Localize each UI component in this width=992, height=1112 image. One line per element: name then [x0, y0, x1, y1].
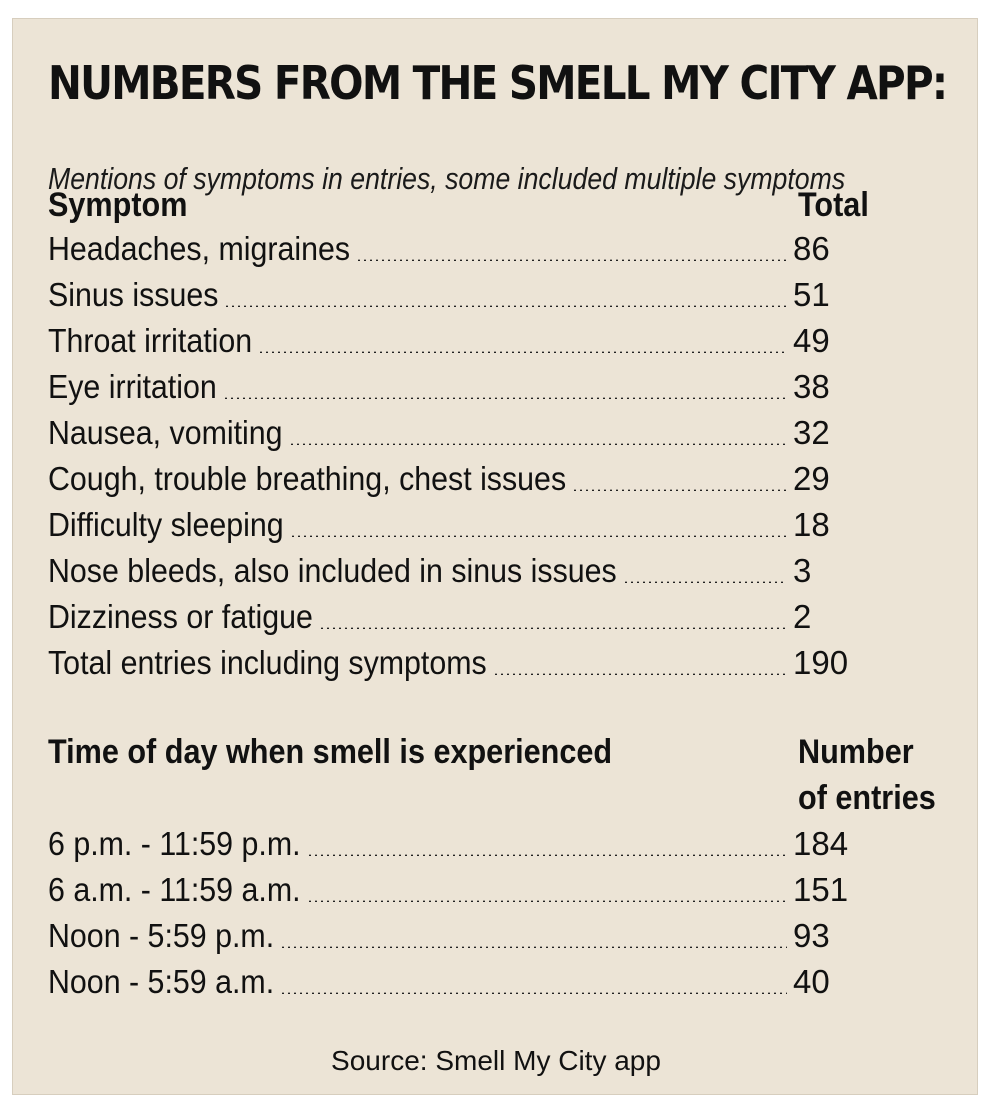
symptom-label: Total entries including symptoms [48, 644, 487, 681]
symptom-value: 190 [793, 644, 849, 681]
symptom-row [48, 456, 968, 502]
time-of-day-row [48, 913, 968, 959]
number-column-header-line1: Number [798, 733, 914, 771]
time-of-day-label: Noon - 5:59 p.m. [48, 917, 275, 954]
chart-subtitle: Mentions of symptoms in entries, some included multiple symptoms [48, 161, 846, 196]
symptom-row [48, 640, 968, 686]
symptom-value: 2 [793, 598, 812, 635]
symptom-label: Nausea, vomiting [48, 414, 283, 451]
symptom-value: 86 [793, 230, 830, 267]
symptom-label: Eye irritation [48, 368, 217, 405]
dot-leader [258, 351, 787, 353]
dot-leader [280, 992, 787, 994]
time-of-day-row [48, 867, 968, 913]
dot-leader [493, 673, 787, 675]
symptom-column-header: Symptom [48, 186, 188, 224]
dot-leader [289, 443, 787, 445]
time-of-day-row [48, 959, 968, 1005]
symptom-value: 32 [793, 414, 830, 451]
dot-leader [280, 946, 787, 948]
symptom-row [48, 226, 968, 272]
symptom-label: Cough, trouble breathing, chest issues [48, 460, 567, 497]
symptom-row [48, 410, 968, 456]
dot-leader [223, 397, 787, 399]
infographic-panel [12, 18, 978, 1095]
symptom-value: 3 [793, 552, 812, 589]
dot-leader [307, 900, 787, 902]
symptom-label: Sinus issues [48, 276, 219, 313]
symptom-label: Throat irritation [48, 322, 253, 359]
time-of-day-label: 6 p.m. - 11:59 p.m. [48, 825, 301, 862]
symptom-value: 18 [793, 506, 830, 543]
symptom-table [48, 226, 968, 686]
symptom-row [48, 548, 968, 594]
dot-leader [319, 627, 787, 629]
time-of-day-value: 40 [793, 963, 830, 1000]
total-column-header: Total [798, 186, 869, 224]
time-of-day-table [48, 821, 968, 1005]
time-of-day-value: 93 [793, 917, 830, 954]
symptom-row [48, 364, 968, 410]
dot-leader [356, 259, 787, 261]
dot-leader [307, 854, 787, 856]
symptom-label: Nose bleeds, also included in sinus issues [48, 552, 617, 589]
dot-leader [224, 305, 787, 307]
time-of-day-value: 151 [793, 871, 849, 908]
time-of-day-column-header: Time of day when smell is experienced [48, 733, 613, 771]
time-of-day-label: 6 a.m. - 11:59 a.m. [48, 871, 301, 908]
symptom-row [48, 594, 968, 640]
symptom-label: Headaches, migraines [48, 230, 351, 267]
dot-leader [623, 581, 787, 583]
symptom-value: 38 [793, 368, 830, 405]
symptom-value: 51 [793, 276, 830, 313]
source-note: Source: Smell My City app [331, 1045, 661, 1076]
time-of-day-row [48, 821, 968, 867]
symptom-row [48, 272, 968, 318]
symptom-row [48, 318, 968, 364]
symptom-label: Difficulty sleeping [48, 506, 284, 543]
dot-leader [290, 535, 787, 537]
dot-leader [572, 489, 787, 491]
symptom-value: 49 [793, 322, 830, 359]
chart-title: NUMBERS FROM THE SMELL MY CITY APP: [48, 56, 947, 110]
symptom-value: 29 [793, 460, 830, 497]
number-column-header-line2: of entries [798, 779, 936, 817]
time-of-day-value: 184 [793, 825, 849, 862]
time-of-day-label: Noon - 5:59 a.m. [48, 963, 275, 1000]
symptom-label: Dizziness or fatigue [48, 598, 313, 635]
symptom-row [48, 502, 968, 548]
